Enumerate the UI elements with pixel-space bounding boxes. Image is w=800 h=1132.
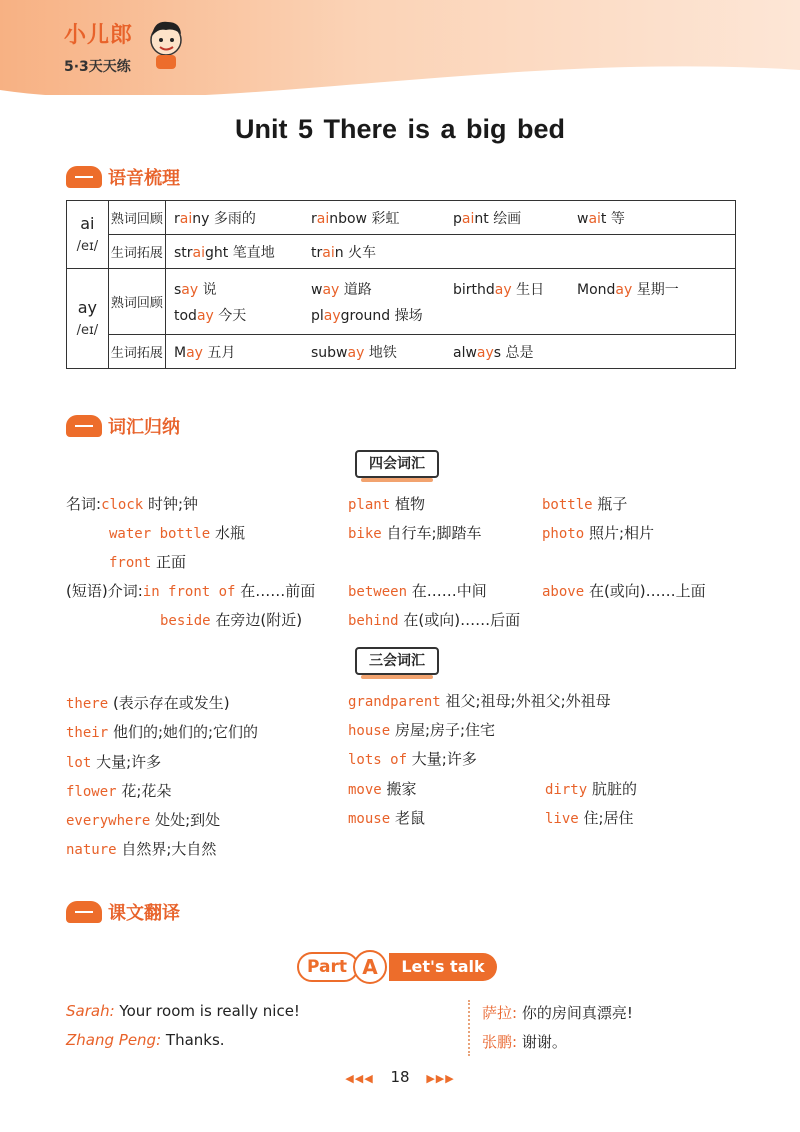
section-translation-header bbox=[66, 899, 180, 925]
vocab-item: front 正面 bbox=[109, 553, 186, 571]
vocab-item: house 房屋;房子;住宅 bbox=[348, 721, 496, 739]
word-item: always 总是 bbox=[453, 344, 534, 361]
phonics-table bbox=[66, 200, 736, 369]
word-item: rainy 多雨的 bbox=[174, 210, 256, 227]
table-row bbox=[67, 201, 736, 235]
vocab-item: between 在……中间 bbox=[348, 582, 487, 600]
four-skills-label: 四会词汇 bbox=[355, 450, 439, 478]
section-number-badge-icon bbox=[66, 901, 102, 923]
phonics-letters: ay bbox=[77, 298, 97, 318]
vocab-item: photo 照片;相片 bbox=[542, 524, 654, 542]
dialog-line-cn bbox=[482, 1002, 633, 1023]
vocab-item: above 在(或向)……上面 bbox=[542, 582, 706, 600]
page-number: 18 bbox=[390, 1068, 410, 1086]
column-divider bbox=[468, 1000, 470, 1056]
word-item: train 火车 bbox=[311, 244, 377, 261]
section-title: 语音梳理 bbox=[108, 168, 180, 189]
vocab-item: their 他们的;她们的;它们的 bbox=[66, 723, 259, 741]
vocab-item: dirty 肮脏的 bbox=[545, 780, 637, 798]
vocab-item: lots of 大量;许多 bbox=[348, 750, 477, 768]
mascot-boy-icon bbox=[146, 16, 186, 72]
vocab-item: water bottle 水瓶 bbox=[109, 524, 245, 542]
brand-logo bbox=[44, 14, 194, 84]
words-cell bbox=[166, 269, 736, 335]
dialog-line bbox=[66, 1031, 225, 1049]
vocab-item: move 搬家 bbox=[348, 780, 417, 798]
phonics-letters: ai bbox=[80, 214, 95, 234]
dialog-text-cn: 谢谢。 bbox=[521, 1033, 567, 1051]
word-item: say 说 bbox=[174, 281, 217, 298]
phrase-label: (短语)介词: bbox=[66, 582, 143, 600]
words-cell bbox=[166, 335, 736, 369]
row-label: 生词拓展 bbox=[108, 335, 165, 369]
unit-title: Unit 5 There is a big bed bbox=[234, 114, 566, 144]
right-arrows-icon: ▶▶▶ bbox=[426, 1072, 455, 1085]
word-item: birthday 生日 bbox=[453, 281, 545, 298]
vocab-item: bike 自行车;脚踏车 bbox=[348, 524, 482, 542]
vocab-item: live 住;居住 bbox=[545, 809, 634, 827]
speaker-name-cn: 萨拉: bbox=[482, 1004, 518, 1022]
vocab-item: nature 自然界;大自然 bbox=[66, 840, 217, 858]
word-item: playground 操场 bbox=[311, 307, 423, 324]
dialog-text: Thanks. bbox=[165, 1031, 225, 1049]
phonics-letters-cell bbox=[67, 269, 109, 369]
row-label: 熟词回顾 bbox=[108, 201, 165, 235]
section-number-badge-icon bbox=[66, 166, 102, 188]
words-cell bbox=[166, 201, 736, 235]
vocab-item: mouse 老鼠 bbox=[348, 809, 425, 827]
word-item: May 五月 bbox=[174, 344, 236, 361]
vocab-item: (短语)介词:in front of 在……前面 bbox=[66, 582, 316, 600]
vocab-item: grandparent 祖父;祖母;外祖父;外祖母 bbox=[348, 692, 611, 710]
part-title: Let's talk bbox=[389, 953, 497, 981]
word-item: today 今天 bbox=[174, 307, 247, 324]
table-row bbox=[67, 335, 736, 369]
part-letter: A bbox=[353, 950, 387, 984]
section-title: 课文翻译 bbox=[108, 903, 180, 924]
words-cell bbox=[166, 235, 736, 269]
part-banner bbox=[297, 950, 497, 986]
row-label: 熟词回顾 bbox=[108, 269, 165, 335]
word-item: way 道路 bbox=[311, 281, 372, 298]
vocab-item: flower 花;花朵 bbox=[66, 782, 172, 800]
word-item: rainbow 彩虹 bbox=[311, 210, 400, 227]
word-item: subway 地铁 bbox=[311, 344, 397, 361]
noun-label: 名词: bbox=[66, 495, 102, 513]
speaker-name-cn: 张鹏: bbox=[482, 1033, 518, 1051]
dialog-text: Your room is really nice! bbox=[119, 1002, 300, 1020]
table-row bbox=[67, 235, 736, 269]
speaker-name: Zhang Peng: bbox=[66, 1031, 162, 1049]
section-vocab-header bbox=[66, 413, 180, 439]
part-label: Part bbox=[297, 952, 359, 982]
speaker-name: Sarah: bbox=[66, 1002, 115, 1020]
word-item: straight 笔直地 bbox=[174, 244, 275, 261]
three-skills-label: 三会词汇 bbox=[355, 647, 439, 675]
word-item: Monday 星期一 bbox=[577, 281, 679, 298]
table-row bbox=[67, 269, 736, 335]
phonics-ipa: /eɪ/ bbox=[76, 238, 99, 254]
vocab-item: everywhere 处处;到处 bbox=[66, 811, 221, 829]
logo-subtitle: 5·3天天练 bbox=[64, 59, 131, 75]
word-item: paint 绘画 bbox=[453, 210, 522, 227]
dialog-text-cn: 你的房间真漂亮! bbox=[521, 1004, 633, 1022]
vocab-item: plant 植物 bbox=[348, 495, 425, 513]
section-phonics-header bbox=[66, 164, 180, 190]
section-number-badge-icon bbox=[66, 415, 102, 437]
vocab-item: bottle 瓶子 bbox=[542, 495, 628, 513]
vocab-item: 名词:clock 时钟;钟 bbox=[66, 495, 199, 513]
page-footer bbox=[0, 1068, 800, 1086]
word-item: wait 等 bbox=[577, 210, 625, 227]
phonics-ipa: /eɪ/ bbox=[76, 322, 99, 338]
row-label: 生词拓展 bbox=[108, 235, 165, 269]
vocab-item: beside 在旁边(附近) bbox=[160, 611, 303, 629]
vocab-item: behind 在(或向)……后面 bbox=[348, 611, 521, 629]
vocab-item: there (表示存在或发生) bbox=[66, 694, 230, 712]
vocab-item: lot 大量;许多 bbox=[66, 753, 162, 771]
section-title: 词汇归纳 bbox=[108, 417, 180, 438]
logo-title: 小儿郎 bbox=[64, 23, 134, 48]
left-arrows-icon: ◀◀◀ bbox=[345, 1072, 374, 1085]
dialog-line bbox=[66, 1002, 300, 1020]
dialog-line-cn bbox=[482, 1031, 567, 1052]
phonics-letters-cell bbox=[67, 201, 109, 269]
